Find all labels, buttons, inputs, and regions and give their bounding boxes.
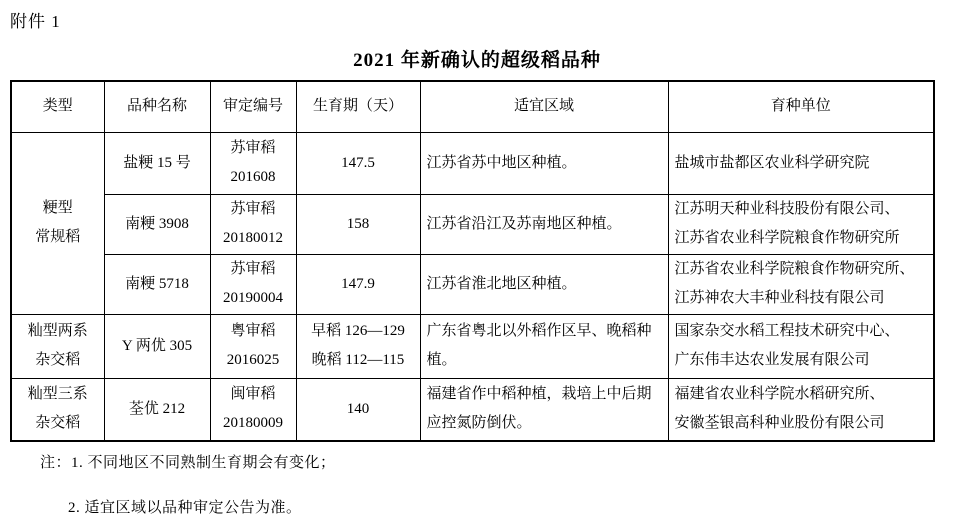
- breeder-cell: [668, 378, 934, 441]
- breeder-line: 国家杂交水稻工程技术研究中心、: [674, 323, 900, 339]
- region-cell: [420, 314, 668, 378]
- region-line: 广东省粤北以外稻作区早、晚稻种: [426, 323, 652, 339]
- attachment-label: 附件 1: [10, 12, 61, 31]
- breeder-cell: [668, 132, 934, 194]
- type-line: 粳型: [42, 200, 73, 216]
- breeder-line: 江苏省农业科学院粮食作物研究所: [674, 230, 900, 246]
- approval-line: 苏审稻: [230, 261, 276, 277]
- approval-line: 20180012: [223, 230, 283, 246]
- header-cell-type: 类型: [11, 81, 104, 132]
- approval-line: 2016025: [226, 352, 280, 368]
- type-line: 籼型三系: [27, 386, 88, 403]
- region-line: 江苏省淮北地区种植。: [426, 275, 577, 292]
- approval-cell: [210, 378, 296, 441]
- breeder-line: 广东伟丰达农业发展有限公司: [674, 352, 870, 368]
- region-line: 植。: [426, 352, 457, 368]
- approval-cell: [210, 132, 296, 194]
- breeder-cell: [668, 314, 934, 378]
- growth-line: 晚稻 112—115: [311, 352, 405, 368]
- table-row: [11, 314, 934, 378]
- breeder-line: 江苏省农业科学院粮食作物研究所、: [674, 261, 915, 277]
- region-line: 应控氮防倒伏。: [426, 415, 532, 432]
- type-line: 杂交稻: [35, 415, 81, 432]
- table-row: [11, 378, 934, 441]
- variety-cell: 南粳 3908: [104, 194, 210, 254]
- variety-cell: 南粳 5718: [104, 254, 210, 314]
- variety-cell: 盐粳 15 号: [104, 132, 210, 194]
- growth-cell: [296, 314, 420, 378]
- growth-line: 早稻 126—129: [311, 323, 405, 339]
- header-row: [11, 81, 934, 132]
- header-cell-region: 适宜区域: [420, 81, 668, 132]
- footnote-2: 2. 适宜区域以品种审定公告为准。: [68, 500, 302, 516]
- breeder-line: 安徽荃银高科种业股份有限公司: [674, 415, 885, 432]
- table-row: [11, 254, 934, 314]
- region-cell: [420, 132, 668, 194]
- approval-line: 201608: [230, 169, 276, 185]
- growth-cell: 158: [296, 194, 420, 254]
- type-cell-japonica-conventional: [11, 132, 104, 314]
- breeder-cell: [668, 194, 934, 254]
- growth-cell: 147.9: [296, 254, 420, 314]
- region-cell: [420, 194, 668, 254]
- footnote-1: 注：1. 不同地区不同熟制生育期会有变化；: [40, 455, 336, 471]
- region-line: 福建省作中稻种植，栽培上中后期: [426, 386, 652, 403]
- header-cell-growth-period: 生育期（天）: [296, 81, 420, 132]
- region-line: 江苏省苏中地区种植。: [426, 154, 577, 171]
- type-cell-indica-three-line: [11, 378, 104, 441]
- rice-varieties-table: [10, 80, 935, 442]
- approval-line: 粤审稻: [230, 323, 276, 339]
- variety-cell: 荃优 212: [104, 378, 210, 441]
- approval-line: 20190004: [223, 290, 283, 306]
- approval-cell: [210, 194, 296, 254]
- growth-cell: 147.5: [296, 132, 420, 194]
- approval-line: 闽审稻: [230, 386, 276, 403]
- breeder-line: 福建省农业科学院水稻研究所、: [674, 386, 885, 403]
- table-row: [11, 132, 934, 194]
- approval-line: 20180009: [223, 415, 283, 432]
- type-line: 杂交稻: [35, 352, 81, 368]
- approval-cell: [210, 254, 296, 314]
- header-cell-breeder: 育种单位: [668, 81, 934, 132]
- approval-cell: [210, 314, 296, 378]
- approval-line: 苏审稻: [230, 201, 276, 217]
- type-line: 籼型两系: [27, 323, 88, 339]
- header-cell-variety: 品种名称: [104, 81, 210, 132]
- breeder-line: 江苏神农大丰种业科技有限公司: [674, 290, 885, 306]
- region-line: 江苏省沿江及苏南地区种植。: [426, 215, 622, 232]
- breeder-line: 盐城市盐都区农业科学研究院: [674, 154, 870, 171]
- region-cell: [420, 378, 668, 441]
- region-cell: [420, 254, 668, 314]
- table-row: [11, 194, 934, 254]
- breeder-line: 江苏明天种业科技股份有限公司、: [674, 201, 900, 217]
- page-title: 2021 年新确认的超级稻品种: [353, 50, 601, 71]
- header-cell-approval-no: 审定编号: [210, 81, 296, 132]
- breeder-cell: [668, 254, 934, 314]
- growth-cell: 140: [296, 378, 420, 441]
- approval-line: 苏审稻: [230, 140, 276, 156]
- type-line: 常规稻: [35, 229, 81, 245]
- type-cell-indica-two-line: [11, 314, 104, 378]
- variety-cell: Y 两优 305: [104, 314, 210, 378]
